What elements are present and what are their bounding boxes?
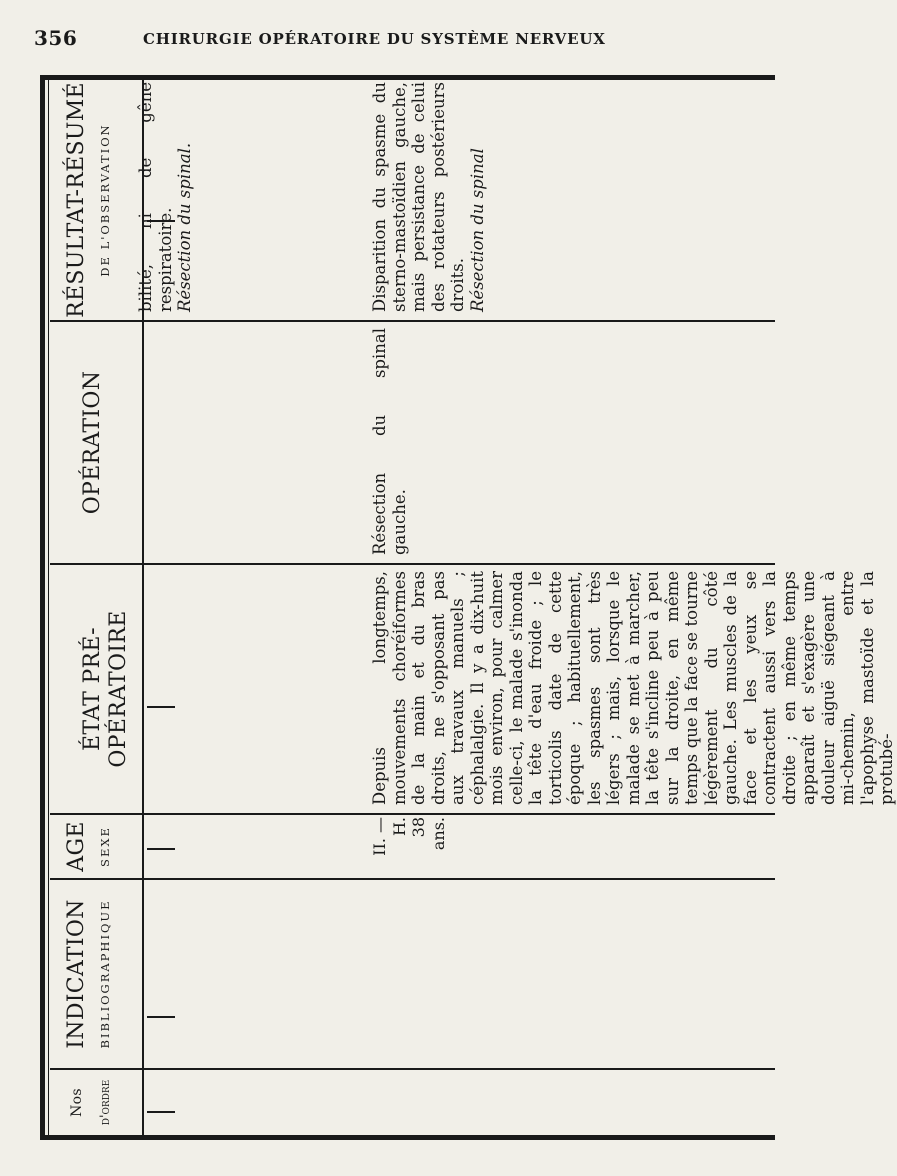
header-nos-ordre bbox=[50, 1070, 142, 1135]
operation-text: Résection du spinal gauche. bbox=[370, 328, 409, 555]
header-indication-sublabel: BIBLIOGRAPHIQUE bbox=[98, 899, 112, 1049]
cell-age bbox=[370, 817, 448, 874]
header-operation bbox=[50, 322, 142, 563]
header-age-sublabel: SEXE bbox=[98, 826, 112, 867]
etat-text: Depuis longtemps, mouvements choréiformes de la main et du bras droits, ne s'opposant pas aux travaux manuels ; céphalalgie. Il y a dix-huit mois environ, pour calmer celle-ci, le malade s'inonda la tête d'eau froide ; le torticolis date de cette époque ; habituellement, les spasmes sont très légers ; mais, lorsque le malade se met à marcher, la tête s'incline peu à peu sur la droite, en même temps que la face se tourne légèrement du côté gauche. Les muscles de la face et les yeux se contractent aussi vers la droite ; en même temps apparaît et s'exagère une douleur aiguë siégeant à mi-chemin, entre l'apophyse mastoïde et la protubé- bbox=[370, 571, 896, 805]
col-indication bbox=[50, 880, 775, 1068]
header-resultat bbox=[50, 80, 142, 320]
header-nos-sublabel: d'ordre bbox=[98, 1079, 113, 1126]
age-number: II. — bbox=[370, 817, 389, 856]
header-age-label: AGE bbox=[64, 821, 89, 872]
header-resultat-sublabel: DE L'OBSERVATION bbox=[98, 123, 112, 277]
header-indication-label: INDICATION bbox=[64, 899, 89, 1049]
page-header bbox=[0, 0, 800, 60]
running-title: CHIRURGIE OPÉRATOIRE DU SYSTÈME NERVEUX bbox=[143, 30, 606, 48]
cell-etat bbox=[370, 571, 897, 805]
header-resultat-label: RÉSULTAT-RÉSUMÉ bbox=[64, 82, 89, 318]
header-age bbox=[50, 815, 142, 878]
resultat-italic: Résection du spinal bbox=[467, 148, 487, 312]
header-operation-label: OPÉRATION bbox=[80, 370, 105, 515]
col-etat bbox=[50, 565, 896, 813]
table-frame-left bbox=[40, 1135, 775, 1140]
col-operation bbox=[50, 322, 775, 563]
age-years: 38 ans. bbox=[409, 817, 448, 851]
page-number: 356 bbox=[34, 26, 78, 50]
cell-operation bbox=[370, 328, 409, 555]
header-nos-label: Nos bbox=[69, 1088, 85, 1117]
table-frame-top bbox=[40, 75, 45, 1140]
header-indication bbox=[50, 880, 142, 1068]
cell-resultat-continued bbox=[136, 82, 195, 312]
resultat-text: Disparition du spasme du sterno-mastoïdien gauche, mais persistance de celui des rotateurs postérieurs droits. bbox=[370, 82, 467, 312]
col-age bbox=[50, 815, 775, 878]
observation-table bbox=[40, 75, 896, 1140]
table-frame-top-inner bbox=[48, 75, 49, 1140]
resultat-continued-text: bilité, ni de gêne respiratoire. bbox=[136, 82, 175, 312]
resultat-continued-italic: Résection du spinal. bbox=[175, 142, 194, 312]
col-nos-ordre bbox=[50, 1070, 775, 1135]
header-etat bbox=[50, 565, 142, 813]
age-sex: H. bbox=[389, 817, 409, 837]
header-etat-label: ÉTAT PRÉ-OPÉRATOIRE bbox=[80, 610, 131, 768]
